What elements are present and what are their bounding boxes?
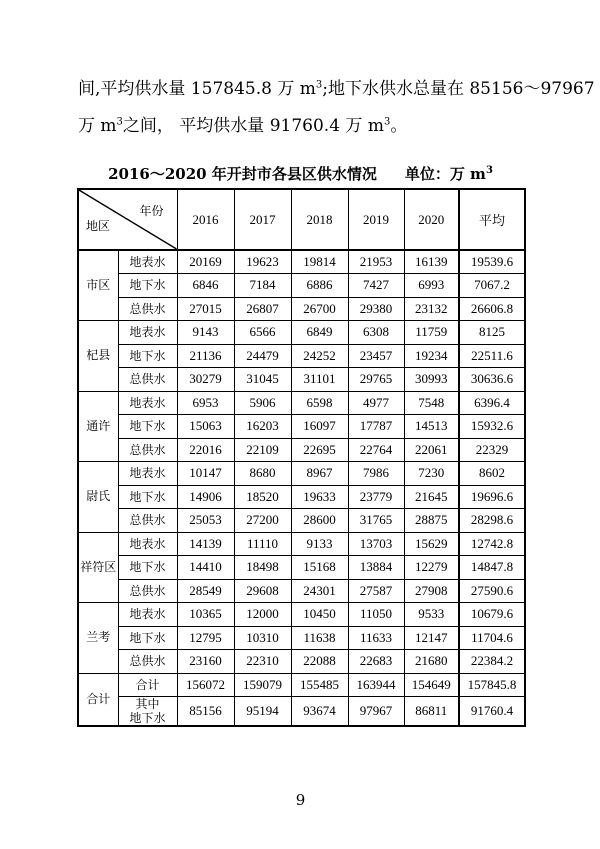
value-cell: 30636.6: [459, 368, 525, 392]
average-header-cell: 平均: [459, 189, 525, 250]
value-cell: 14139: [177, 532, 234, 556]
row-label: 地表水: [118, 321, 177, 345]
table-row: [78, 650, 525, 674]
value-cell: 13703: [348, 532, 404, 556]
value-cell: 22109: [234, 438, 291, 462]
text-segment: 之间， 平均供水量 91760.4 万 m: [122, 116, 384, 136]
value-cell: 27590.6: [459, 579, 525, 603]
row-label: 总供水: [118, 368, 177, 392]
value-cell: 10147: [177, 462, 234, 486]
value-cell: 6308: [348, 321, 404, 345]
value-cell: 19623: [234, 250, 291, 274]
value-cell: 6953: [177, 391, 234, 415]
value-cell: 19234: [404, 344, 459, 368]
value-cell: 26700: [291, 297, 348, 321]
row-label: 总供水: [118, 579, 177, 603]
value-cell: 15629: [404, 532, 459, 556]
row-label: 地下水: [118, 626, 177, 650]
value-cell: 25053: [177, 509, 234, 533]
value-cell: 7427: [348, 274, 404, 298]
region-cell: 通许: [78, 391, 118, 462]
value-cell: 85156: [177, 697, 234, 727]
value-cell: 14513: [404, 415, 459, 439]
value-cell: 22764: [348, 438, 404, 462]
table-corner-cell: [78, 189, 177, 250]
value-cell: 10365: [177, 603, 234, 627]
paragraph-line-2: [78, 108, 523, 145]
value-cell: 19633: [291, 485, 348, 509]
table-row: [78, 626, 525, 650]
value-cell: 156072: [177, 673, 234, 697]
value-cell: 4977: [348, 391, 404, 415]
table-row: [78, 673, 525, 697]
table-row: [78, 485, 525, 509]
value-cell: 24301: [291, 579, 348, 603]
row-label: 地表水: [118, 391, 177, 415]
text-segment: ;地下水供水总量在 85156～97967: [322, 79, 595, 99]
value-cell: 154649: [404, 673, 459, 697]
table-row: [78, 603, 525, 627]
value-cell: 24252: [291, 344, 348, 368]
value-cell: 27200: [234, 509, 291, 533]
value-cell: 28875: [404, 509, 459, 533]
table-row: [78, 297, 525, 321]
row-label: [118, 697, 177, 727]
row-label: 地表水: [118, 462, 177, 486]
value-cell: 7548: [404, 391, 459, 415]
water-supply-table: [77, 188, 526, 727]
value-cell: 15932.6: [459, 415, 525, 439]
value-cell: 28600: [291, 509, 348, 533]
region-cell: 兰考: [78, 603, 118, 674]
value-cell: 19814: [291, 250, 348, 274]
value-cell: 12000: [234, 603, 291, 627]
value-cell: 6396.4: [459, 391, 525, 415]
text-segment: 间,平均供水量 157845.8 万 m: [78, 79, 316, 99]
value-cell: 31101: [291, 368, 348, 392]
value-cell: 31765: [348, 509, 404, 533]
value-cell: 24479: [234, 344, 291, 368]
value-cell: 6598: [291, 391, 348, 415]
value-cell: 14906: [177, 485, 234, 509]
value-cell: 22329: [459, 438, 525, 462]
value-cell: 29380: [348, 297, 404, 321]
value-cell: 28549: [177, 579, 234, 603]
value-cell: 26807: [234, 297, 291, 321]
value-cell: 6849: [291, 321, 348, 345]
row-label-line: 地下水: [129, 711, 166, 725]
table-row: [78, 415, 525, 439]
corner-year-label: 年份: [139, 204, 164, 218]
table-row: [78, 556, 525, 580]
value-cell: 15063: [177, 415, 234, 439]
value-cell: 11638: [291, 626, 348, 650]
value-cell: 8967: [291, 462, 348, 486]
row-label: 地下水: [118, 415, 177, 439]
text-segment: 单位：万 m: [404, 165, 486, 183]
value-cell: 9143: [177, 321, 234, 345]
table-row: [78, 438, 525, 462]
superscript-3: 3: [116, 116, 123, 128]
text-segment: 。: [390, 116, 408, 136]
value-cell: 16203: [234, 415, 291, 439]
value-cell: 30993: [404, 368, 459, 392]
row-label: 地表水: [118, 250, 177, 274]
value-cell: 12279: [404, 556, 459, 580]
superscript-3: 3: [485, 165, 493, 176]
text-segment: 万 m: [78, 116, 117, 136]
value-cell: 7230: [404, 462, 459, 486]
value-cell: 20169: [177, 250, 234, 274]
value-cell: 16139: [404, 250, 459, 274]
value-cell: 11759: [404, 321, 459, 345]
value-cell: 91760.4: [459, 697, 525, 727]
table-row: [78, 509, 525, 533]
table-title-text: 2016～2020 年开封市各县区供水情况: [108, 165, 377, 183]
value-cell: 15168: [291, 556, 348, 580]
table-row: [78, 274, 525, 298]
value-cell: 157845.8: [459, 673, 525, 697]
value-cell: 7986: [348, 462, 404, 486]
value-cell: 8680: [234, 462, 291, 486]
value-cell: 19539.6: [459, 250, 525, 274]
value-cell: 14410: [177, 556, 234, 580]
value-cell: 21136: [177, 344, 234, 368]
value-cell: 21645: [404, 485, 459, 509]
value-cell: 21680: [404, 650, 459, 674]
row-label: 总供水: [118, 650, 177, 674]
row-label: 地下水: [118, 274, 177, 298]
value-cell: 22511.6: [459, 344, 525, 368]
value-cell: 22384.2: [459, 650, 525, 674]
page-number: 9: [295, 791, 306, 809]
value-cell: 6886: [291, 274, 348, 298]
region-cell: 市区: [78, 250, 118, 321]
value-cell: 27015: [177, 297, 234, 321]
value-cell: 155485: [291, 673, 348, 697]
table-row: [78, 250, 525, 274]
value-cell: 22695: [291, 438, 348, 462]
year-header-cell: 2016: [177, 189, 234, 250]
value-cell: 23457: [348, 344, 404, 368]
table-row: [78, 368, 525, 392]
value-cell: 10679.6: [459, 603, 525, 627]
value-cell: 9533: [404, 603, 459, 627]
value-cell: 6993: [404, 274, 459, 298]
table-row: [78, 344, 525, 368]
value-cell: 11110: [234, 532, 291, 556]
row-label: 总供水: [118, 297, 177, 321]
superscript-3: 3: [383, 116, 391, 128]
region-cell: 祥符区: [78, 532, 118, 603]
year-header-cell: 2018: [291, 189, 348, 250]
value-cell: 30279: [177, 368, 234, 392]
value-cell: 12795: [177, 626, 234, 650]
table-unit-label: [405, 165, 493, 183]
region-cell: 合计: [78, 673, 118, 726]
value-cell: 27908: [404, 579, 459, 603]
superscript-3: 3: [315, 79, 323, 91]
year-header-cell: 2017: [234, 189, 291, 250]
value-cell: 8602: [459, 462, 525, 486]
paragraph-line-1: [78, 71, 595, 108]
summary-paragraph: [78, 71, 595, 145]
value-cell: 22310: [234, 650, 291, 674]
row-label: 地下水: [118, 344, 177, 368]
value-cell: 6846: [177, 274, 234, 298]
table-row: [78, 697, 525, 727]
table-title: [78, 162, 523, 186]
table-row: [78, 579, 525, 603]
region-cell: 尉氏: [78, 462, 118, 533]
table-body: [78, 250, 525, 726]
value-cell: 10450: [291, 603, 348, 627]
value-cell: 8125: [459, 321, 525, 345]
value-cell: 13884: [348, 556, 404, 580]
row-label: 地表水: [118, 532, 177, 556]
value-cell: 18498: [234, 556, 291, 580]
value-cell: 18520: [234, 485, 291, 509]
value-cell: 11704.6: [459, 626, 525, 650]
row-label: 地表水: [118, 603, 177, 627]
value-cell: 7067.2: [459, 274, 525, 298]
value-cell: 28298.6: [459, 509, 525, 533]
value-cell: 7184: [234, 274, 291, 298]
table-row: [78, 321, 525, 345]
value-cell: 95194: [234, 697, 291, 727]
value-cell: 12742.8: [459, 532, 525, 556]
value-cell: 6566: [234, 321, 291, 345]
value-cell: 16097: [291, 415, 348, 439]
value-cell: 86811: [404, 697, 459, 727]
value-cell: 22683: [348, 650, 404, 674]
row-label: 地下水: [118, 485, 177, 509]
value-cell: 23132: [404, 297, 459, 321]
value-cell: 97967: [348, 697, 404, 727]
value-cell: 22061: [404, 438, 459, 462]
value-cell: 21953: [348, 250, 404, 274]
year-header-cell: 2020: [404, 189, 459, 250]
value-cell: 11633: [348, 626, 404, 650]
row-label-line: 其中: [135, 697, 160, 711]
region-cell: 杞县: [78, 321, 118, 392]
row-label: 总供水: [118, 438, 177, 462]
value-cell: 10310: [234, 626, 291, 650]
value-cell: 19696.6: [459, 485, 525, 509]
value-cell: 23160: [177, 650, 234, 674]
value-cell: 12147: [404, 626, 459, 650]
value-cell: 17787: [348, 415, 404, 439]
year-header-cell: 2019: [348, 189, 404, 250]
value-cell: 22016: [177, 438, 234, 462]
value-cell: 29608: [234, 579, 291, 603]
row-label: 总供水: [118, 509, 177, 533]
value-cell: 14847.8: [459, 556, 525, 580]
row-label: 地下水: [118, 556, 177, 580]
value-cell: 5906: [234, 391, 291, 415]
table-header-row: [78, 189, 525, 250]
value-cell: 29765: [348, 368, 404, 392]
value-cell: 93674: [291, 697, 348, 727]
value-cell: 11050: [348, 603, 404, 627]
value-cell: 27587: [348, 579, 404, 603]
value-cell: 23779: [348, 485, 404, 509]
table-row: [78, 391, 525, 415]
value-cell: 26606.8: [459, 297, 525, 321]
value-cell: 9133: [291, 532, 348, 556]
value-cell: 163944: [348, 673, 404, 697]
table-row: [78, 462, 525, 486]
table-row: [78, 532, 525, 556]
value-cell: 31045: [234, 368, 291, 392]
corner-region-label: 地区: [86, 219, 111, 233]
value-cell: 22088: [291, 650, 348, 674]
row-label: 合计: [118, 673, 177, 697]
value-cell: 159079: [234, 673, 291, 697]
